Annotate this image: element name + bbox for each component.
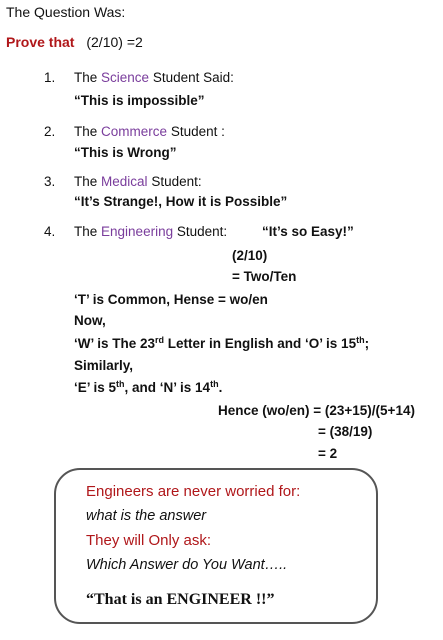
n-text: , and ‘N’ is 14 xyxy=(124,380,211,395)
callout-line-5: “That is an ENGINEER !!” xyxy=(86,591,275,608)
solution-now: Now, xyxy=(74,313,106,328)
item-2-prefix: The xyxy=(74,124,98,139)
n-sup: th xyxy=(210,379,219,389)
solution-step3: = 2 xyxy=(318,446,338,461)
w-sup: rd xyxy=(155,335,165,345)
item-2-quote: “This is Wrong” xyxy=(74,145,177,160)
item-1-label xyxy=(74,70,234,85)
item-3-quote: “It’s Strange!, How it is Possible” xyxy=(74,194,288,209)
item-2-field: Commerce xyxy=(101,124,168,139)
item-3-field: Medical xyxy=(101,174,148,189)
question-title: The Question Was: xyxy=(6,4,126,20)
solution-w-o-letters xyxy=(74,336,369,351)
e-n-end: . xyxy=(218,380,223,395)
item-4-suffix: Student: xyxy=(176,224,228,239)
solution-common: ‘T’ is Common, Hense = wo/en xyxy=(74,292,268,307)
item-3-suffix: Student: xyxy=(151,174,202,189)
solution-step2: = (38/19) xyxy=(318,424,373,439)
item-4-prefix: The xyxy=(74,224,98,239)
item-3-number: 3. xyxy=(44,174,56,189)
w-text: ‘W’ is The 23 xyxy=(74,336,156,351)
engineer-callout-box xyxy=(54,468,378,624)
item-3-prefix: The xyxy=(74,174,98,189)
item-4-label xyxy=(74,224,227,239)
item-1-field: Science xyxy=(101,70,150,85)
o-sup: th xyxy=(356,335,365,345)
solution-e-n-letters xyxy=(74,380,222,395)
item-1-suffix: Student Said: xyxy=(152,70,234,85)
item-3-label xyxy=(74,174,202,189)
e-text: ‘E’ is 5 xyxy=(74,380,117,395)
w-o-end: ; xyxy=(364,336,370,351)
item-4-field: Engineering xyxy=(101,224,174,239)
o-text: Letter in English and ‘O’ is 15 xyxy=(164,336,357,351)
item-2-suffix: Student : xyxy=(170,124,225,139)
e-sup: th xyxy=(116,379,125,389)
solution-two-ten: = Two/Ten xyxy=(232,269,297,284)
callout-line-4: Which Answer do You Want….. xyxy=(86,557,288,573)
prove-statement xyxy=(6,34,143,50)
item-2-number: 2. xyxy=(44,124,56,139)
item-1-number: 1. xyxy=(44,70,56,85)
callout-line-3: They will Only ask: xyxy=(86,532,212,549)
solution-similarly: Similarly, xyxy=(74,358,134,373)
item-1-prefix: The xyxy=(74,70,98,85)
solution-fraction: (2/10) xyxy=(232,248,268,263)
item-4-quote: “It’s so Easy!” xyxy=(262,224,354,239)
prove-label: Prove that xyxy=(6,34,75,50)
solution-hence: Hence (wo/en) = (23+15)/(5+14) xyxy=(218,403,415,418)
item-4-number: 4. xyxy=(44,224,56,239)
item-2-label xyxy=(74,124,225,139)
callout-line-1: Engineers are never worried for: xyxy=(86,483,301,500)
callout-line-2: what is the answer xyxy=(86,508,207,524)
item-1-quote: “This is impossible” xyxy=(74,93,205,108)
prove-expression: (2/10) =2 xyxy=(86,34,143,50)
